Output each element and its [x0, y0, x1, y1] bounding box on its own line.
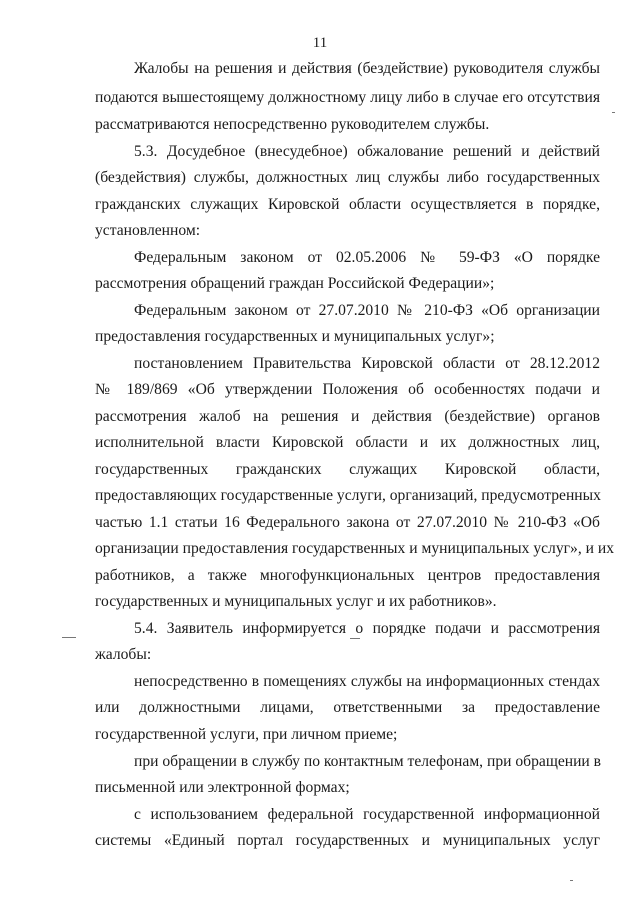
text-line: постановлением Правительства Кировской области от 28.12.2012: [134, 355, 600, 372]
scan-mark: [612, 112, 615, 113]
text-line: (бездействия) службы, должностных лиц службы либо государственных: [95, 169, 600, 186]
text-line: 5.3. Досудебное (внесудебное) обжалование решений и действий: [134, 143, 600, 160]
text-line: Федеральным законом от 27.07.2010 № 210-ФЗ «Об организации: [134, 302, 600, 319]
text-line: письменной или электронной формах;: [95, 779, 350, 796]
scan-mark: [62, 637, 76, 638]
text-line: 5.4. Заявитель информируется о порядке подачи и рассмотрения: [134, 620, 600, 637]
text-line: гражданских служащих Кировской области осуществляется в порядке,: [95, 196, 600, 213]
text-line: № 189/869 «Об утверждении Положения об особенностях подачи и: [95, 381, 600, 398]
scan-mark: [570, 880, 573, 881]
text-line: системы «Единый портал государственных и муниципальных услуг: [95, 832, 600, 849]
text-line: при обращении в службу по контактным телефонам, при обращении в: [134, 753, 602, 770]
text-line: исполнительной власти Кировской области и их должностных лиц,: [95, 434, 600, 451]
text-line: государственных и муниципальных услуг и их работников».: [95, 593, 497, 610]
text-line: или должностными лицами, ответственными за предоставление: [95, 699, 600, 716]
scan-mark: [350, 638, 360, 639]
text-line: подаются вышестоящему должностному лицу либо в случае его отсутствия: [95, 89, 600, 106]
text-line: рассмотрения обращений граждан Российской Федерации»;: [95, 275, 495, 292]
text-line: предоставления государственных и муниципальных услуг»;: [95, 328, 495, 345]
page-number: 11: [312, 35, 328, 51]
text-line: предоставляющих государственные услуги, организаций, предусмотренных: [95, 487, 601, 504]
text-line: с использованием федеральной государственной информационной: [134, 806, 600, 823]
text-line: жалобы:: [95, 646, 152, 663]
text-line: работников, а также многофункциональных центров предоставления: [95, 567, 600, 584]
text-line: организации предоставления государственных и муниципальных услуг», и их: [95, 540, 615, 557]
text-line: рассмотрения жалоб на решения и действия (бездействие) органов: [95, 408, 600, 425]
text-line: непосредственно в помещениях службы на информационных стендах: [134, 673, 600, 690]
text-line: Федеральным законом от 02.05.2006 № 59-ФЗ «О порядке: [134, 249, 600, 266]
text-line: рассматриваются непосредственно руководителем службы.: [95, 116, 490, 133]
text-line: Жалобы на решения и действия (бездействие) руководителя службы: [134, 60, 600, 77]
text-line: частью 1.1 статьи 16 Федерального закона от 27.07.2010 № 210-ФЗ «Об: [95, 514, 600, 531]
text-line: государственной услуги, при личном приеме;: [95, 726, 398, 743]
text-line: государственных гражданских служащих Кировской области,: [95, 461, 600, 478]
text-line: установленном:: [95, 222, 201, 239]
